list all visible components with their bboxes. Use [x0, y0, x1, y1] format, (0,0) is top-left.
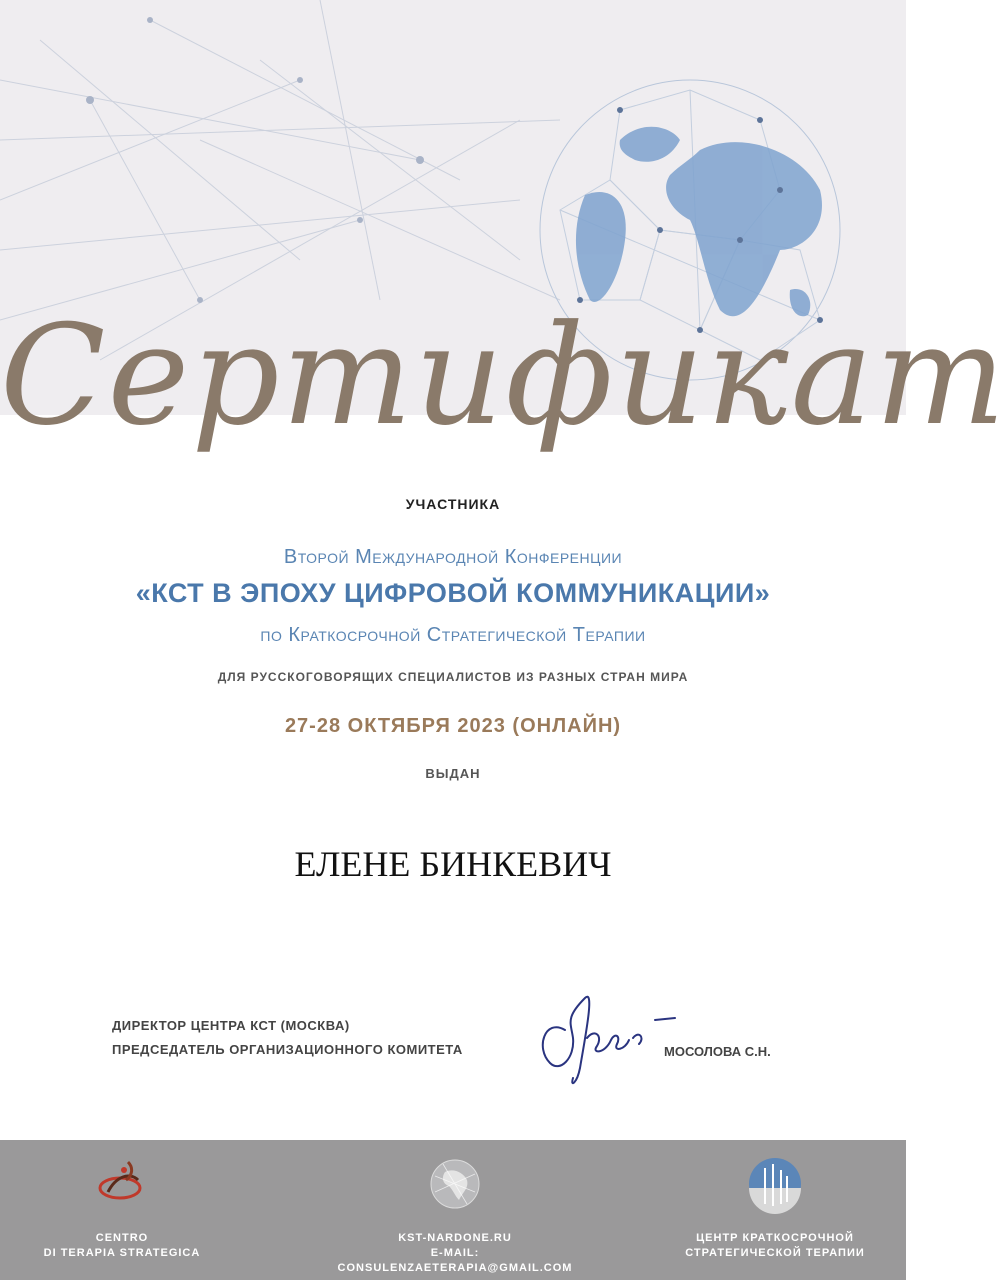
- recipient-name: ЕЛЕНЕ БИНКЕВИЧ: [294, 844, 612, 884]
- signer-name: МОСОЛОВА С.Н.: [664, 1044, 771, 1059]
- handwritten-signature: [525, 978, 685, 1098]
- conference-line-1: Второй Международной Конференции: [283, 546, 623, 568]
- conference-title: «КСТ В ЭПОХУ ЦИФРОВОЙ КОММУНИКАЦИИ»: [135, 578, 771, 608]
- signer-title-line-1: ДИРЕКТОР ЦЕНТРА КСТ (МОСКВА): [112, 1018, 350, 1033]
- footer-left-line-1: CENTRO: [95, 1232, 149, 1244]
- centro-logo-icon: [90, 1152, 154, 1216]
- audience-text: ДЛЯ РУССКОГОВОРЯЩИХ СПЕЦИАЛИСТОВ ИЗ РАЗНЫХ СТРАН МИРА: [217, 670, 689, 684]
- issued-label: ВЫДАН: [425, 766, 481, 781]
- globe-icon: [423, 1152, 487, 1216]
- footer-website[interactable]: KST-NARDONE.RU: [398, 1232, 512, 1244]
- signer-title-line-2: ПРЕДСЕДАТЕЛЬ ОРГАНИЗАЦИОННОГО КОМИТЕТА: [112, 1042, 463, 1057]
- footer-right-line-1: ЦЕНТР КРАТКОСРОЧНОЙ: [696, 1232, 854, 1244]
- footer-left-line-2: DI TERAPIA STRATEGICA: [43, 1247, 201, 1259]
- footer-left-block: [0, 1152, 252, 1261]
- conference-dates: 27-28 ОКТЯБРЯ 2023 (ОНЛАЙН): [284, 715, 622, 737]
- footer-email[interactable]: E-MAIL: CONSULENZAETERAPIA@GMAIL.COM: [337, 1247, 573, 1274]
- conference-line-3: по Краткосрочной Стратегической Терапии: [260, 624, 646, 646]
- footer-right-block: [645, 1152, 905, 1261]
- kst-center-logo-icon: [743, 1152, 807, 1216]
- footer-right-line-2: СТРАТЕГИЧЕСКОЙ ТЕРАПИИ: [685, 1247, 865, 1259]
- footer-center-block: [325, 1152, 585, 1276]
- certificate-title: Сертификат: [0, 295, 1008, 456]
- recipient-role: УЧАСТНИКА: [405, 496, 501, 512]
